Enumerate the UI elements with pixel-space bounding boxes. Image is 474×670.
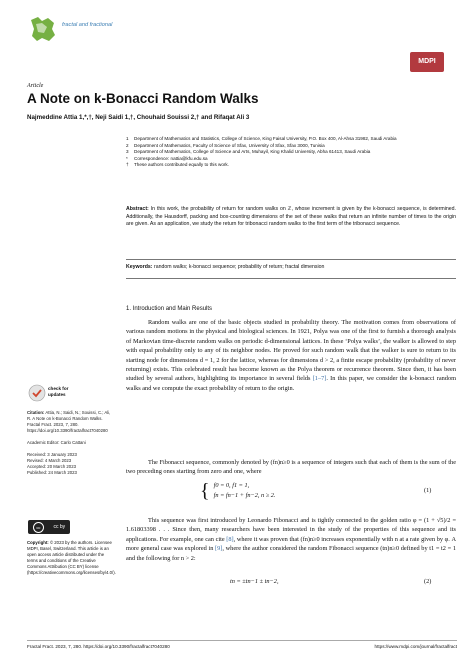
abstract-text: In this work, the probability of return for random walks on ℤ, whose increment is given by the k-bonacci sequence, is determined. Additionally, the Hausdorff, packing and box-counting dimensions of the set of these walks that return an infinite number of times to the origin are given. As an application, we study the return for tribonacci random walks to the first term of the tribonacci sequence. — [126, 206, 456, 228]
affiliation-text: Department of Mathematics and Statistics, College of Science, King Faisal University, P.O. Box 400, Al-Ahsa 31982, Saudi Arabia — [134, 136, 397, 141]
equation-1-number: (1) — [424, 487, 432, 494]
article-type: Article — [27, 83, 44, 89]
updates-line-2: updates — [48, 391, 66, 397]
affiliation-text: Correspondence: nattia@kfu.edu.sa — [134, 155, 208, 161]
keywords-divider — [126, 278, 456, 279]
check-for-updates-label[interactable] — [48, 386, 68, 397]
intro-paragraph-1-text: Random walks are one of the basic objects studied in probability theory. The motivation comes from observations of various random motions in the physical and biological sciences. In 1921, Polya was one of the first to furnish a thorough analysis of Markovian time-discrete random walks on periodic d-dimensional lattices. In these ‘Polya walks’, the walker is allowed to step with equal probability only to any of its neighbor nodes. He proved for such random walk that the walker is sure to return to its starting node for dimensions d = 1, 2 for the lattice, whereas for dimensions d > 2, a finite escape probability (probability of never returning) exists. This celebrated result has become known as the Polya theorem or recurrence theorem. Since then, it has been studied by several authors, highlighting its importance in several fields — [126, 319, 456, 383]
abstract — [126, 206, 456, 229]
revised-date: Revised: 4 March 2023 — [27, 458, 72, 463]
copyright-notice — [27, 540, 115, 577]
copyright-label: Copyright: — [27, 540, 49, 545]
journal-name: fractal and fractional — [62, 22, 113, 28]
equation-1-line-2: fn = fn−1 + fn−2, n ≥ 2. — [213, 492, 276, 499]
footer-journal-url[interactable]: https://www.mdpi.com/journal/fractalfract — [374, 644, 457, 649]
keywords-label: Keywords: — [126, 264, 153, 270]
affiliation-item — [126, 136, 456, 143]
affiliation-text: Department of Mathematics, Faculty of Science of Sfax, University of Sfax, Sfax 3000, Tunisia — [134, 142, 325, 148]
equation-1: { f0 = 0, f1 = 1, fn = fn−1 + fn−2, n ≥ 2. — [200, 480, 276, 502]
affiliation-item — [126, 162, 456, 169]
affiliation-text: Department of Mathematics, College of Science and Arts, Muhayil, King Khalid University, Abha 61413, Saudi Arabia — [134, 149, 371, 155]
section-heading: 1. Introduction and Main Results — [126, 306, 213, 312]
affiliation-list — [126, 136, 456, 169]
affiliation-text: These authors contributed equally to this work. — [134, 162, 229, 168]
cc-license-label: cc by — [53, 524, 66, 530]
article-info-sidebar — [27, 410, 115, 476]
paper-title: A Note on k-Bonacci Random Walks — [27, 91, 259, 106]
citation-label: Citation: — [27, 410, 45, 415]
accepted-date: Accepted: 20 March 2023 — [27, 464, 76, 469]
published-date: Published: 24 March 2023 — [27, 470, 77, 475]
affiliation-mark: * — [126, 155, 128, 161]
equation-2: tn = ±tn−1 ± tn−2, — [230, 578, 279, 585]
keywords-text: random walks; k-bonacci sequence; probability of return; fractal dimension — [153, 264, 325, 270]
updates-line-1: check for — [48, 386, 69, 391]
intro-paragraph-3 — [126, 516, 456, 563]
citation-link[interactable]: [1–7] — [312, 375, 327, 383]
copyright-text: © 2023 by the authors. Licensee MDPI, Basel, Switzerland. This article is an open access article distributed under the terms and conditions of the Creative Commons Attribution (CC BY) license (https://creativecommons.org/licenses/by/4.0/). — [27, 540, 116, 576]
abstract-label: Abstract: — [126, 206, 149, 212]
intro-paragraph-3-b: , where it was proven that (fn)n≥0 increases exponentially with n at a rate given by φ. A more general case was explored in — [126, 535, 456, 553]
intro-paragraph-2: The Fibonacci sequence, commonly denoted by (fn)n≥0 is a sequence of integers such that each of them is the sum of the two preceding ones starting from zero and one, where — [126, 459, 456, 476]
citation-text: Attia, N.; Saidi, N.; Souissi, C.; Ali, R. A Note on k-Bonacci Random Walks. Fractal Fract. 2023, 7, 280. https://doi.org/10.3390/fractalfract7040280 — [27, 410, 111, 433]
footer-doi[interactable]: Fractal Fract. 2023, 7, 280. https://doi.org/10.3390/fractalfract7040280 — [27, 644, 170, 649]
equation-1-line-1: f0 = 0, f1 = 1, — [213, 482, 250, 489]
footer-divider — [27, 640, 457, 641]
affiliation-mark: 1 — [126, 136, 129, 141]
author-list: Najmeddine Attia 1,*,†, Neji Saidi 1,†, Chouhaid Souissi 2,† and Rifaqat Ali 3 — [27, 114, 250, 121]
citation-block — [27, 410, 115, 434]
intro-paragraph-3-c: , where the author considered the random Fibonacci sequence (tn)n≥0 defined by t1 = t2 = 1 and the following for n > 2: — [126, 545, 456, 562]
intro-paragraph-1-end: . In this paper, we consider the k-bonacci random walks and we compute the exact probability of return to the origin. — [126, 375, 456, 392]
affiliation-item — [126, 156, 456, 163]
affiliation-mark: 2 — [126, 142, 129, 148]
page-footer — [27, 644, 457, 649]
citation-link[interactable]: [9] — [215, 545, 223, 553]
abstract-divider — [126, 259, 456, 260]
intro-paragraph-3-a: This sequence was first introduced by Leonardo Fibonacci and is tightly connected to the golden ratio φ = (1 + √5)/2 = 1.61803398 . . . Since then, many researchers have been interested in the study of the properties of this sequence and its applications. For example, one can cite — [126, 517, 456, 543]
journal-logo-icon — [28, 14, 58, 44]
equation-2-number: (2) — [424, 578, 432, 585]
keywords — [126, 264, 456, 271]
affiliation-item — [126, 143, 456, 150]
affiliation-item — [126, 149, 456, 156]
received-date: Received: 3 January 2023 — [27, 452, 77, 457]
publisher-logo: MDPI — [410, 52, 444, 72]
academic-editor: Academic Editor: Carlo Cattani — [27, 440, 86, 445]
cc-license-icon: cc cc by — [28, 520, 70, 534]
citation-link[interactable]: [8] — [226, 535, 234, 543]
affiliation-mark: 3 — [126, 149, 129, 155]
affiliation-mark: † — [126, 162, 129, 168]
check-for-updates-icon[interactable] — [28, 384, 46, 402]
intro-paragraph-1 — [126, 318, 456, 393]
